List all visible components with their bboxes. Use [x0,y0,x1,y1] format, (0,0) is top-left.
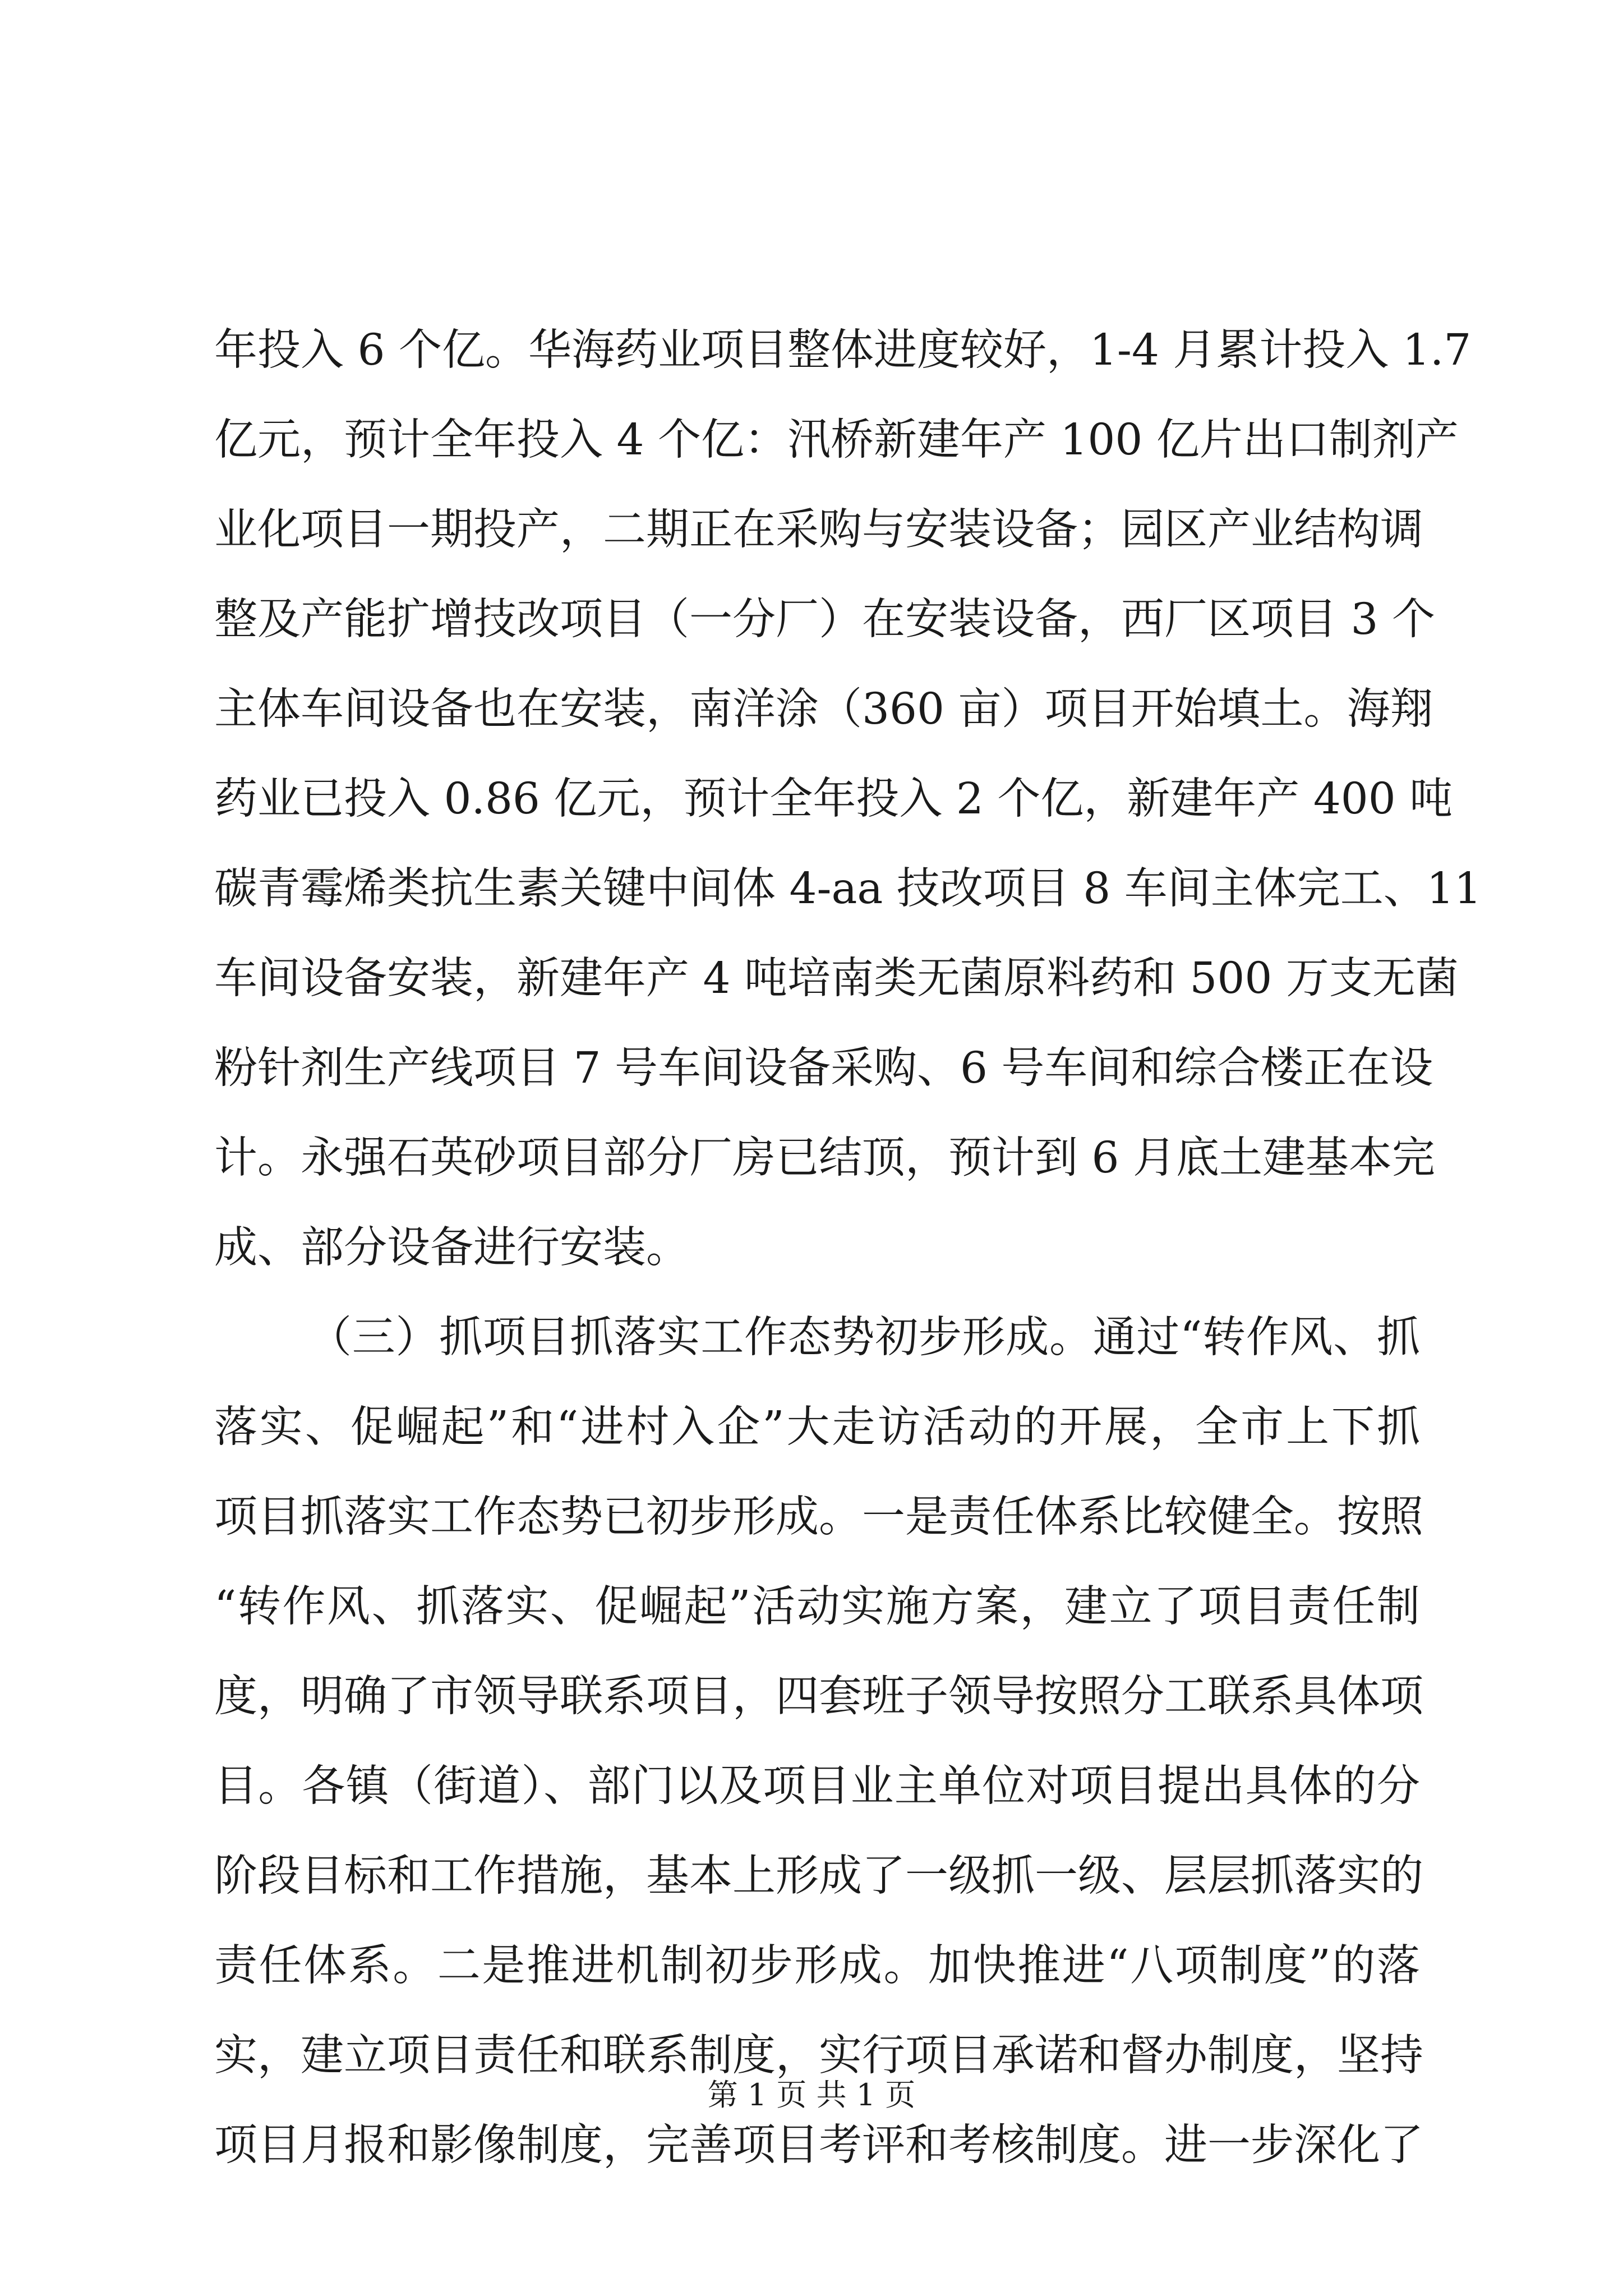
text-line: 车间设备安装，新建年产 4 吨培南类无菌原料药和 500 万支无菌 [214,954,1459,1004]
text-line: 亿元，预计全年投入 4 个亿：汛桥新建年产 100 亿片出口制剂产 [214,415,1459,465]
text-line: 项目月报和影像制度，完善项目考评和考核制度。进一步深化了 [214,2120,1423,2170]
page-footer: 第 1 页 共 1 页 [707,2077,916,2113]
text-line: 计。永强石英砂项目部分厂房已结顶，预计到 6 月底土建基本完 [214,1133,1435,1183]
text-line: 落实、促崛起”和“进村入企”大走访活动的开展，全市上下抓 [214,1402,1420,1452]
text-line: 粉针剂生产线项目 7 号车间设备采购、6 号车间和综合楼正在设 [214,1043,1433,1093]
text-line: “转作风、抓落实、促崛起”活动实施方案，建立了项目责任制 [214,1582,1420,1632]
text-line: 度，明确了市领导联系项目，四套班子领导按照分工联系具体项 [214,1672,1423,1722]
text-line: 年投入 6 个亿。华海药业项目整体进度较好，1-4 月累计投入 1.7 [214,325,1472,375]
text-line: 实，建立项目责任和联系制度，实行项目承诺和督办制度，坚持 [214,2031,1423,2081]
text-line: 主体车间设备也在安装，南洋涂（360 亩）项目开始填土。海翔 [214,684,1433,734]
text-line: 药业已投入 0.86 亿元，预计全年投入 2 个亿，新建年产 400 吨 [214,774,1453,824]
text-line: 项目抓落实工作态势已初步形成。一是责任体系比较健全。按照 [214,1492,1423,1542]
text-line: 目。各镇（街道）、部门以及项目业主单位对项目提出具体的分 [214,1761,1420,1811]
text-line: 阶段目标和工作措施，基本上形成了一级抓一级、层层抓落实的 [214,1851,1423,1901]
text-line: 成、部分设备进行安装。 [214,1223,689,1273]
text-line: 碳青霉烯类抗生素关键中间体 4-aa 技改项目 8 车间主体完工、11 [214,864,1482,914]
text-line: 责任体系。二是推进机制初步形成。加快推进“八项制度”的落 [214,1941,1420,1991]
body-text [214,306,1482,2191]
text-line: 整及产能扩增技改项目（一分厂）在安装设备，西厂区项目 3 个 [214,595,1435,645]
text-line: 业化项目一期投产，二期正在采购与安装设备；园区产业结构调 [214,505,1423,555]
section-heading-line: （三）抓项目抓落实工作态势初步形成。通过“转作风、抓 [308,1313,1420,1363]
